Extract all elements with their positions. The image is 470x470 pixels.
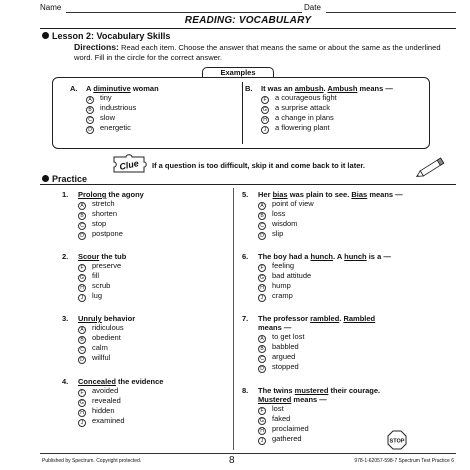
- answer-text: wisdom: [272, 219, 298, 228]
- answer-option[interactable]: [258, 434, 380, 444]
- directions-label: Directions:: [74, 42, 119, 52]
- stem-text: woman: [130, 84, 159, 93]
- answer-option[interactable]: [258, 271, 391, 281]
- answer-option[interactable]: [261, 113, 393, 123]
- answer-option[interactable]: [78, 219, 144, 229]
- question-stem: [70, 84, 159, 93]
- practice-question-2: [62, 252, 126, 301]
- answer-bubble[interactable]: A: [78, 202, 86, 210]
- answer-text: hidden: [92, 406, 115, 415]
- answer-option[interactable]: [86, 93, 159, 103]
- directions-text: Read each item. Choose the answer that means the same or about the same as the underlined word. Fill in the circle for the correct answer.: [74, 43, 441, 62]
- question-number: 2.: [62, 252, 69, 261]
- answer-text: faked: [272, 414, 291, 423]
- answer-bubble[interactable]: A: [78, 326, 86, 334]
- practice-question-5: [242, 190, 403, 239]
- answer-text: babbled: [272, 342, 299, 351]
- question-number: A.: [70, 84, 78, 93]
- answer-bubble[interactable]: C: [78, 346, 86, 354]
- clue-badge-text: Clue: [118, 158, 140, 172]
- answer-option[interactable]: [78, 386, 163, 396]
- answer-option[interactable]: [261, 93, 393, 103]
- stem-text: their courage.: [328, 386, 381, 395]
- lesson-title: Lesson 2: Vocabulary Skills: [52, 31, 171, 41]
- answer-bubble[interactable]: H: [258, 427, 266, 435]
- practice-heading: [42, 174, 87, 184]
- answer-text: energetic: [100, 123, 131, 132]
- stem-text: . A: [333, 252, 345, 261]
- answer-text: gathered: [272, 434, 302, 443]
- practice-question-6: [242, 252, 391, 301]
- examples-tab: Examples: [202, 67, 274, 78]
- stop-label: STOP: [389, 438, 405, 445]
- answer-text: to get lost: [272, 332, 305, 341]
- answer-text: calm: [92, 343, 108, 352]
- underlined-word: rambled: [310, 314, 340, 323]
- answer-text: tiny: [100, 93, 112, 102]
- underlined-word: bias: [272, 190, 288, 199]
- answer-bubble[interactable]: F: [78, 389, 86, 397]
- question-stem: [242, 314, 375, 323]
- answer-text: loss: [272, 209, 286, 218]
- question-stem: [245, 84, 393, 93]
- stem-text: A: [86, 84, 94, 93]
- answer-text: fill: [92, 271, 100, 280]
- answer-option[interactable]: [258, 291, 391, 301]
- answer-bubble[interactable]: D: [86, 126, 94, 134]
- answer-text: stretch: [92, 199, 115, 208]
- answer-text: slow: [100, 113, 116, 122]
- answer-option[interactable]: [258, 281, 391, 291]
- answer-bubble[interactable]: B: [258, 345, 266, 353]
- answer-bubble[interactable]: G: [78, 399, 86, 407]
- underlined-word: Bias: [351, 190, 368, 199]
- answer-option[interactable]: [258, 342, 375, 352]
- page-title: READING: VOCABULARY: [184, 15, 312, 26]
- question-number: 4.: [62, 377, 69, 386]
- answer-text: a change in plans: [275, 113, 334, 122]
- practice-question-4: [62, 377, 163, 426]
- answer-text: hump: [272, 281, 291, 290]
- answer-text: examined: [92, 416, 125, 425]
- underlined-word: Mustered: [258, 395, 292, 404]
- answer-option[interactable]: [258, 332, 375, 342]
- answer-bubble[interactable]: D: [258, 232, 266, 240]
- answer-bubble[interactable]: J: [258, 294, 266, 302]
- stop-sign-icon: [387, 430, 407, 450]
- question-number: 6.: [242, 252, 249, 261]
- answer-option[interactable]: [258, 404, 380, 414]
- question-number: B.: [245, 84, 253, 93]
- question-stem: [62, 190, 144, 199]
- answer-option[interactable]: [78, 261, 126, 271]
- answer-option[interactable]: [78, 323, 135, 333]
- answer-text: stopped: [272, 362, 299, 371]
- answer-bubble[interactable]: B: [78, 336, 86, 344]
- directions: [74, 43, 448, 62]
- example-item-a: [70, 84, 159, 133]
- practice-question-3: [62, 314, 135, 363]
- answer-bubble[interactable]: H: [258, 284, 266, 292]
- question-number: 1.: [62, 190, 69, 199]
- answer-text: a flowering plant: [275, 123, 330, 132]
- question-number: 8.: [242, 386, 249, 395]
- underlined-word: Rambled: [343, 314, 376, 323]
- underlined-word: Scour: [78, 252, 100, 261]
- column-divider: [233, 188, 234, 450]
- answer-text: feeling: [272, 261, 295, 270]
- answer-bubble[interactable]: F: [258, 264, 266, 272]
- stem-text: The twins: [258, 386, 295, 395]
- name-date-line: [40, 3, 456, 15]
- pencil-icon: [412, 155, 452, 179]
- stem-text: the tub: [99, 252, 127, 261]
- answer-option[interactable]: [78, 271, 126, 281]
- underlined-word: hunch: [310, 252, 334, 261]
- stem-text: It was an: [261, 84, 295, 93]
- answer-bubble[interactable]: B: [258, 212, 266, 220]
- answer-bubble[interactable]: C: [86, 116, 94, 124]
- answer-bubble[interactable]: J: [258, 437, 266, 445]
- stem-text: the evidence: [115, 377, 164, 386]
- answer-option[interactable]: [258, 209, 403, 219]
- answer-text: shorten: [92, 209, 118, 218]
- date-label: Date: [304, 3, 321, 12]
- answer-text: preserve: [92, 261, 122, 270]
- name-field[interactable]: [66, 12, 302, 13]
- stem-text: The professor: [258, 314, 311, 323]
- question-stem: [242, 190, 403, 199]
- answer-text: willful: [92, 353, 111, 362]
- answer-bubble[interactable]: H: [78, 284, 86, 292]
- answer-text: revealed: [92, 396, 121, 405]
- question-stem: [242, 395, 380, 404]
- underlined-word: Prolong: [78, 190, 107, 199]
- answer-option[interactable]: [78, 396, 163, 406]
- answer-bubble[interactable]: H: [78, 409, 86, 417]
- answer-bubble[interactable]: A: [258, 335, 266, 343]
- answer-option[interactable]: [86, 123, 159, 133]
- answer-bubble[interactable]: A: [86, 96, 94, 104]
- practice-question-7: [242, 314, 375, 372]
- stem-text: Her: [258, 190, 273, 199]
- answer-option[interactable]: [78, 291, 126, 301]
- stem-text: .: [323, 84, 328, 93]
- stem-text: the agony: [106, 190, 144, 199]
- stem-text: is a —: [366, 252, 391, 261]
- answer-option[interactable]: [78, 343, 135, 353]
- answer-text: stop: [92, 219, 107, 228]
- answer-option[interactable]: [258, 424, 380, 434]
- answer-option[interactable]: [78, 333, 135, 343]
- practice-question-1: [62, 190, 144, 239]
- footer-isbn: 978-1-62057-598-7 Spectrum Test Practice 6: [354, 458, 454, 464]
- answer-option[interactable]: [258, 229, 403, 239]
- answer-text: lost: [272, 404, 284, 413]
- practice-rule: [40, 184, 456, 185]
- answer-text: proclaimed: [272, 424, 309, 433]
- stem-text: means —: [357, 84, 393, 93]
- answer-bubble[interactable]: B: [78, 212, 86, 220]
- answer-option[interactable]: [258, 219, 403, 229]
- answer-bubble[interactable]: C: [78, 222, 86, 230]
- answer-bubble[interactable]: F: [78, 264, 86, 272]
- lesson-heading: [42, 31, 170, 41]
- answer-bubble[interactable]: C: [258, 222, 266, 230]
- question-stem: [62, 314, 135, 323]
- title-bar: [40, 15, 456, 29]
- underlined-word: Unruly: [78, 314, 102, 323]
- answer-text: postpone: [92, 229, 123, 238]
- answer-text: cramp: [272, 291, 293, 300]
- answer-option[interactable]: [261, 123, 393, 133]
- answer-text: obedient: [92, 333, 121, 342]
- practice-title: Practice: [52, 174, 88, 184]
- underlined-word: hunch: [344, 252, 367, 261]
- answer-option[interactable]: [78, 281, 126, 291]
- underlined-word: Concealed: [78, 377, 116, 386]
- question-stem: [242, 386, 380, 395]
- question-stem: [62, 252, 126, 261]
- answer-text: lug: [92, 291, 103, 300]
- answer-bubble[interactable]: G: [258, 417, 266, 425]
- answer-bubble[interactable]: J: [78, 294, 86, 302]
- answer-text: slip: [272, 229, 284, 238]
- answer-option[interactable]: [78, 199, 144, 209]
- answer-option[interactable]: [78, 353, 135, 363]
- footer-rule: [40, 453, 456, 454]
- stem-text: .: [339, 314, 344, 323]
- clue-row: [42, 155, 456, 181]
- answer-bubble[interactable]: D: [78, 356, 86, 364]
- answer-bubble[interactable]: J: [261, 126, 269, 134]
- answer-option[interactable]: [78, 406, 163, 416]
- answer-bubble[interactable]: D: [78, 232, 86, 240]
- answer-option[interactable]: [258, 362, 375, 372]
- example-item-b: [245, 84, 393, 133]
- date-field[interactable]: [326, 12, 456, 13]
- answer-bubble[interactable]: F: [261, 96, 269, 104]
- page-number: 8: [229, 455, 235, 466]
- answer-bubble[interactable]: G: [78, 274, 86, 282]
- practice-question-8: [242, 386, 380, 444]
- answer-option[interactable]: [258, 199, 403, 209]
- underlined-word: Ambush: [327, 84, 358, 93]
- answer-text: point of view: [272, 199, 314, 208]
- examples-divider: [242, 82, 243, 144]
- answer-text: ridiculous: [92, 323, 124, 332]
- footer-copyright: Published by Spectrum. Copyright protected.: [42, 458, 142, 464]
- question-stem: [62, 377, 163, 386]
- question-stem: [242, 323, 375, 332]
- answer-bubble[interactable]: B: [86, 106, 94, 114]
- answer-option[interactable]: [78, 209, 144, 219]
- stem-text: means —: [291, 395, 327, 404]
- answer-option[interactable]: [86, 103, 159, 113]
- answer-option[interactable]: [258, 261, 391, 271]
- name-label: Name: [40, 3, 62, 12]
- answer-text: scrub: [92, 281, 111, 290]
- answer-text: a courageous fight: [275, 93, 337, 102]
- underlined-word: ambush: [294, 84, 324, 93]
- answer-bubble[interactable]: J: [78, 419, 86, 427]
- answer-bubble[interactable]: G: [261, 106, 269, 114]
- answer-option[interactable]: [258, 414, 380, 424]
- answer-option[interactable]: [258, 352, 375, 362]
- answer-text: avoided: [92, 386, 119, 395]
- answer-bubble[interactable]: H: [261, 116, 269, 124]
- stem-text: behavior: [101, 314, 136, 323]
- answer-option[interactable]: [86, 113, 159, 123]
- answer-option[interactable]: [261, 103, 393, 113]
- question-number: 5.: [242, 190, 249, 199]
- underlined-word: mustered: [294, 386, 329, 395]
- question-stem: [242, 252, 391, 261]
- stem-text: means —: [258, 323, 292, 332]
- answer-bubble[interactable]: C: [258, 355, 266, 363]
- stem-text: was plain to see.: [287, 190, 352, 199]
- answer-text: bad attitude: [272, 271, 312, 280]
- answer-text: industrious: [100, 103, 137, 112]
- question-number: 3.: [62, 314, 69, 323]
- answer-bubble[interactable]: F: [258, 407, 266, 415]
- bullet-icon: [42, 175, 49, 182]
- underlined-word: diminutive: [93, 84, 131, 93]
- answer-option[interactable]: [78, 229, 144, 239]
- question-number: 7.: [242, 314, 249, 323]
- answer-bubble[interactable]: G: [258, 274, 266, 282]
- stem-text: means —: [367, 190, 403, 199]
- clue-text: If a question is too difficult, skip it and come back to it later.: [152, 161, 365, 170]
- stem-text: The boy had a: [258, 252, 311, 261]
- answer-text: argued: [272, 352, 296, 361]
- clue-puzzle-icon: [112, 153, 148, 175]
- answer-bubble[interactable]: A: [258, 202, 266, 210]
- answer-bubble[interactable]: D: [258, 365, 266, 373]
- answer-text: a surprise attack: [275, 103, 331, 112]
- bullet-icon: [42, 32, 49, 39]
- answer-option[interactable]: [78, 416, 163, 426]
